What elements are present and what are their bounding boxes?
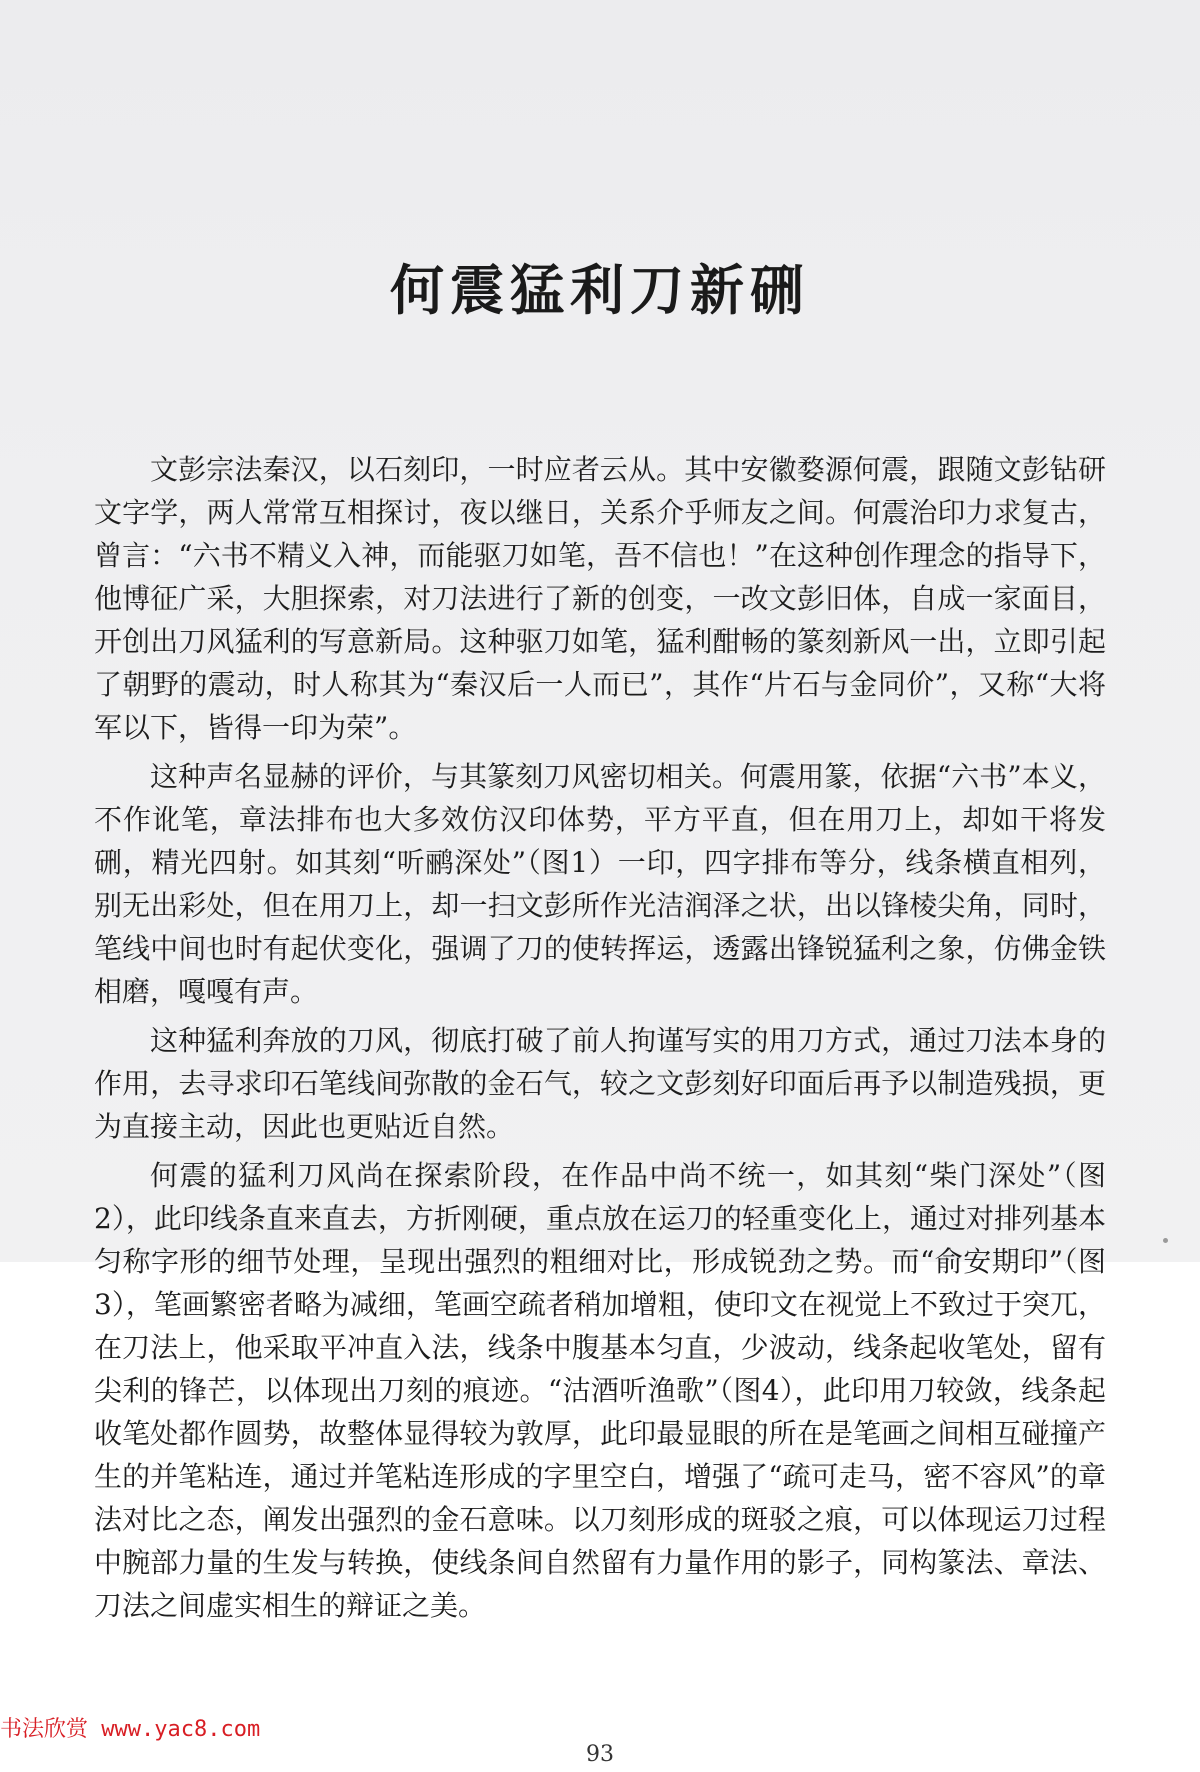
scan-speck bbox=[1163, 1238, 1168, 1243]
article-title: 何震猛利刀新硎 bbox=[390, 258, 810, 323]
site-watermark: 书法欣赏 www.yac8.com bbox=[0, 1717, 261, 1742]
page-number: 93 bbox=[586, 1742, 614, 1767]
article-body bbox=[94, 448, 1106, 1633]
paragraph-2: 这种声名显赫的评价，与其篆刻刀风密切相关。何震用篆，依据“六书”本义，不作讹笔，章法排布也大多效仿汉印体势，平方平直，但在用刀上，却如干将发硎，精光四射。如其刻“听鹂深处”（图1）一印，四字排布等分，线条横直相列，别无出彩处，但在用刀上，却一扫文彭所作光洁润泽之状，出以锋棱尖角，同时，笔线中间也时有起伏变化，强调了刀的使转挥运，透露出锋锐猛利之象，仿佛金铁相磨，嘎嘎有声。 bbox=[94, 760, 1106, 1008]
paragraph-1: 文彭宗法秦汉，以石刻印，一时应者云从。其中安徽婺源何震，跟随文彭钻研文字学，两人常常互相探讨，夜以继日，关系介乎师友之间。何震治印力求复古，曾言：“六书不精义入神，而能驱刀如笔，吾不信也！”在这种创作理念的指导下，他博征广采，大胆探索，对刀法进行了新的创变，一改文彭旧体，自成一家面目，开创出刀风猛利的写意新局。这种驱刀如笔，猛利酣畅的篆刻新风一出，立即引起了朝野的震动，时人称其为“秦汉后一人而已”，其作“片石与金同价”，又称“大将军以下，皆得一印为荣”。 bbox=[94, 453, 1106, 744]
paragraph-4: 何震的猛利刀风尚在探索阶段，在作品中尚不统一，如其刻“柴门深处”（图2），此印线条直来直去，方折刚硬，重点放在运刀的轻重变化上，通过对排列基本匀称字形的细节处理，呈现出强烈的粗细对比，形成锐劲之势。而“俞安期印”（图3），笔画繁密者略为减细，笔画空疏者稍加增粗，使印文在视觉上不致过于突兀，在刀法上，他采取平冲直入法，线条中腹基本匀直，少波动，线条起收笔处，留有尖利的锋芒，以体现出刀刻的痕迹。“沽酒听渔歌”（图4），此印用刀较敛，线条起收笔处都作圆势，故整体显得较为敦厚，此印最显眼的所在是笔画之间相互碰撞产生的并笔粘连，通过并笔粘连形成的字里空白，增强了“疏可走马，密不容风”的章法对比之态，阐发出强烈的金石意味。以刀刻形成的斑驳之痕，可以体现运刀过程中腕部力量的生发与转换，使线条间自然留有力量作用的影子，同构篆法、章法、刀法之间虚实相生的辩证之美。 bbox=[94, 1159, 1106, 1622]
paragraph-3: 这种猛利奔放的刀风，彻底打破了前人拘谨写实的用刀方式，通过刀法本身的作用，去寻求印石笔线间弥散的金石气，较之文彭刻好印面后再予以制造残损，更为直接主动，因此也更贴近自然。 bbox=[94, 1024, 1106, 1143]
